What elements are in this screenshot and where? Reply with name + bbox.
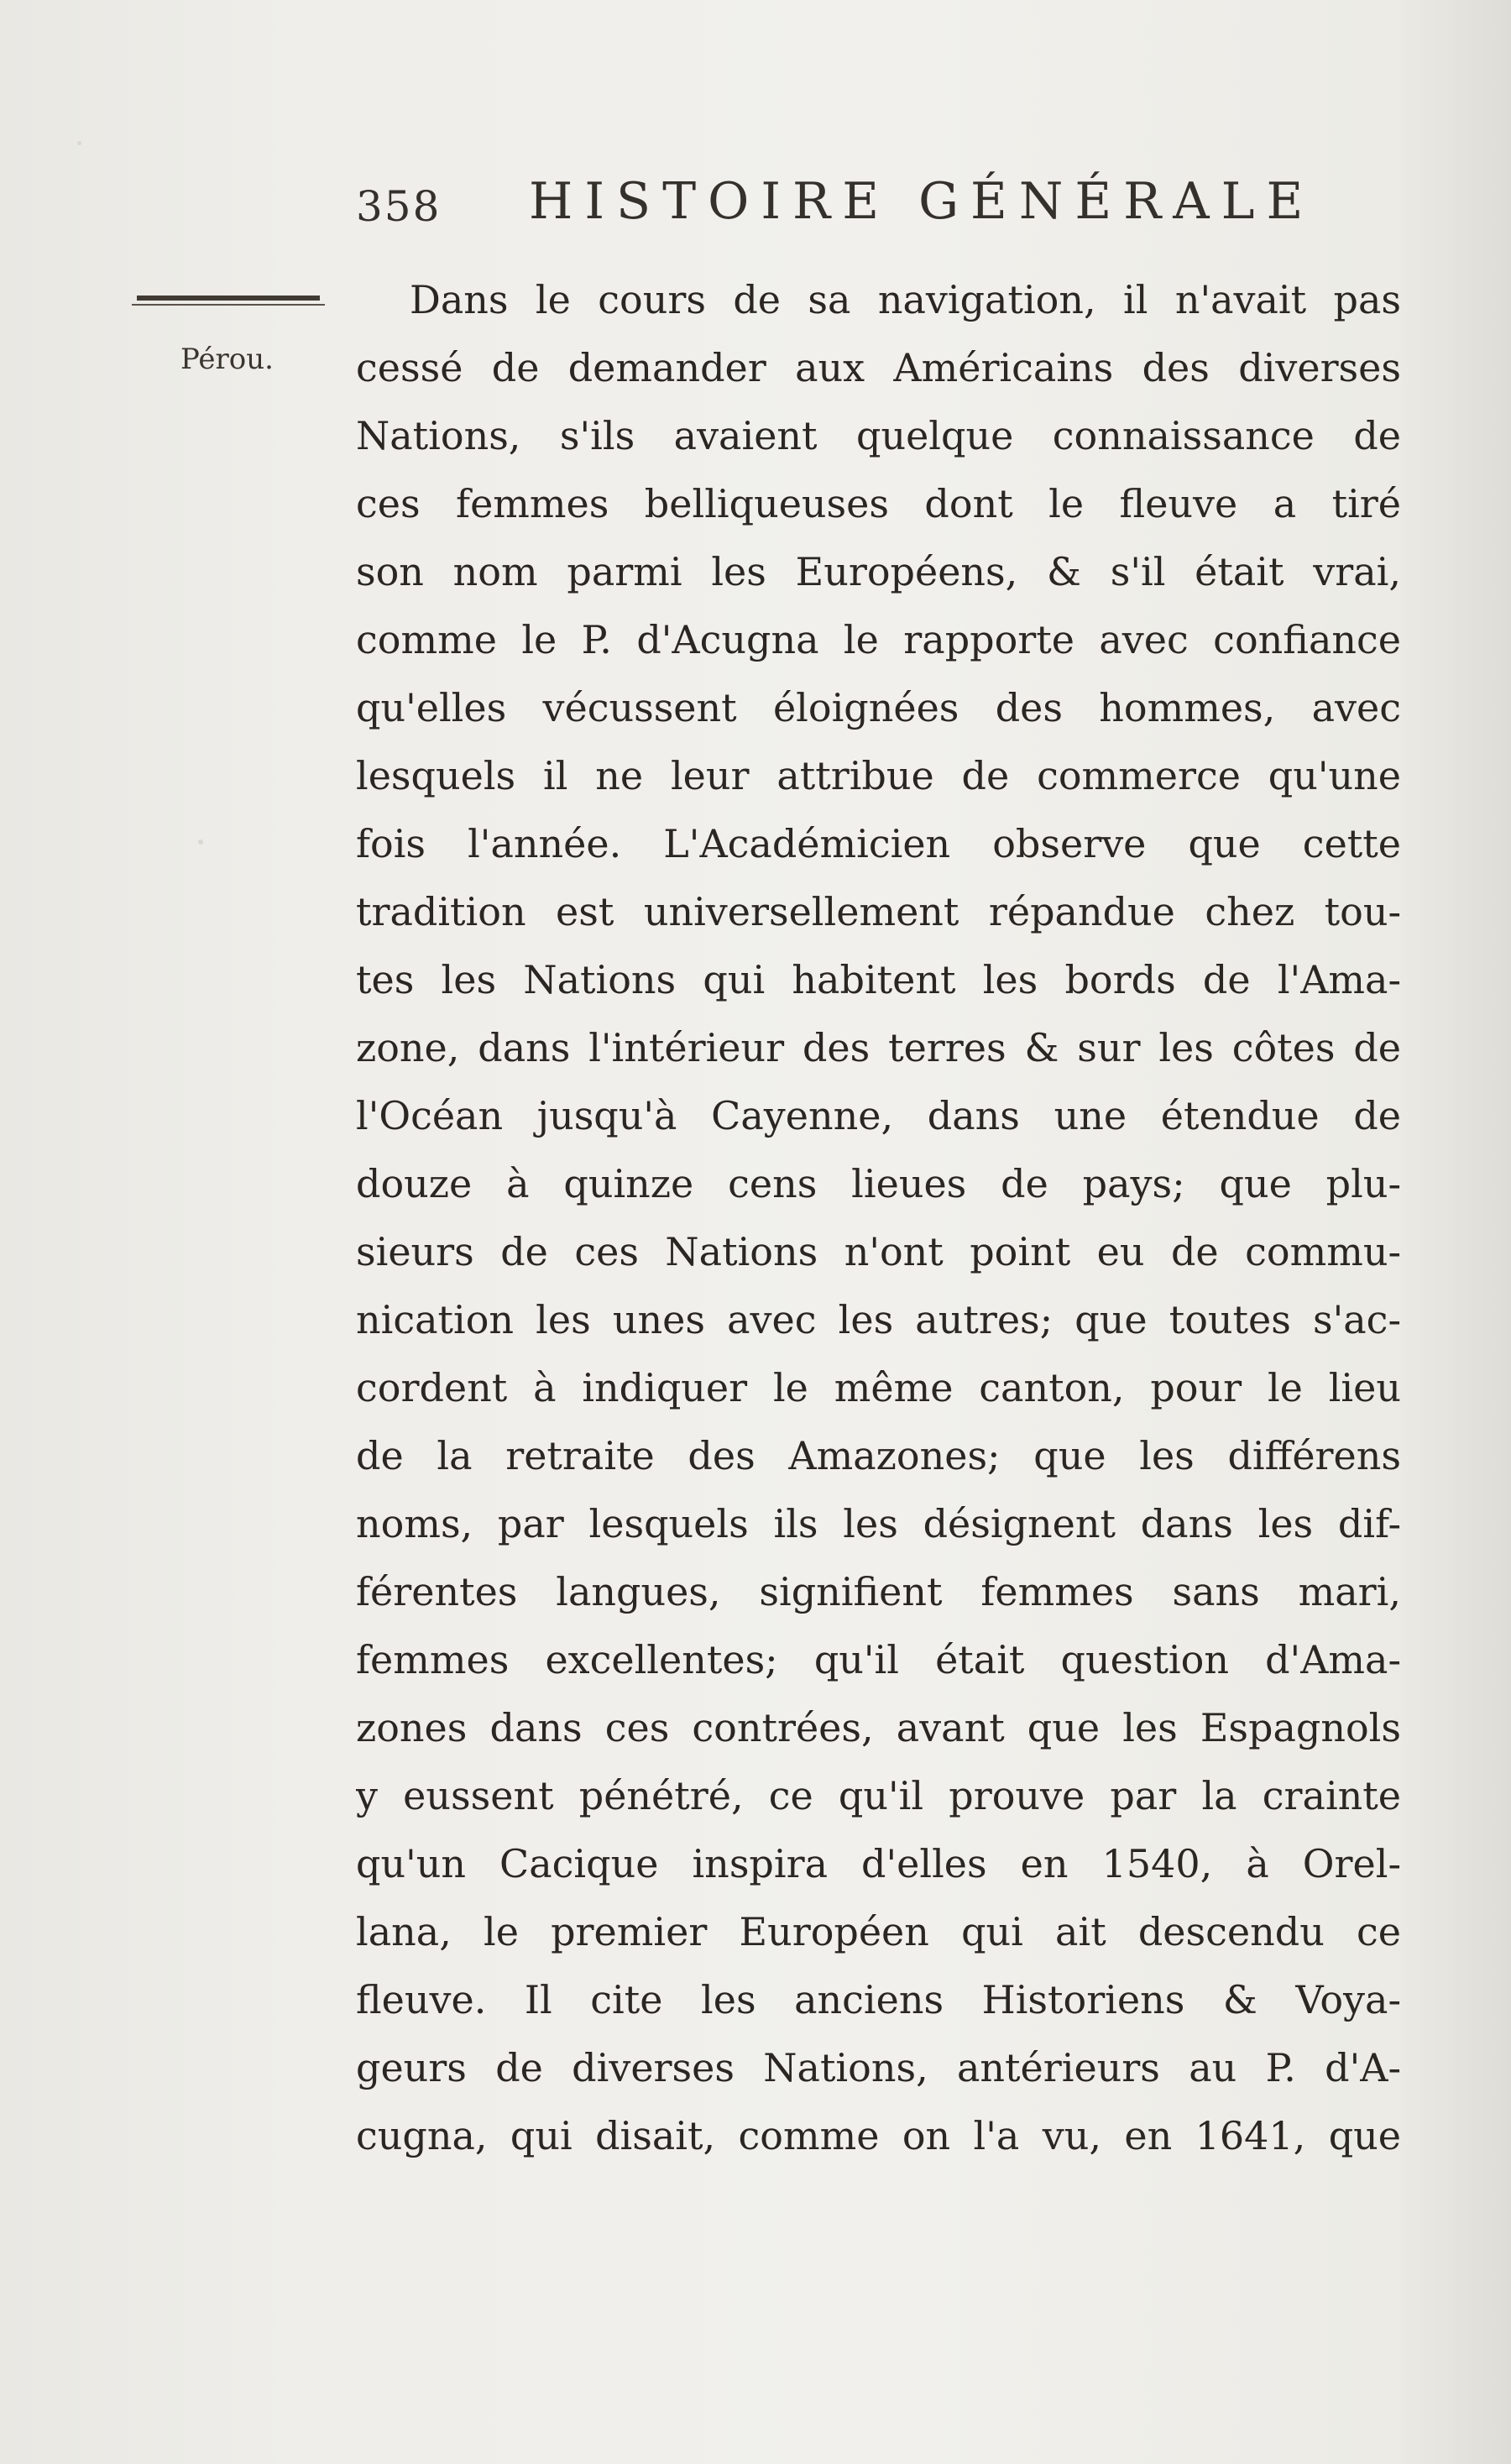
text-line: son nom parmi les Européens, & s'il était vrai, [356, 549, 1401, 594]
text-line: zones dans ces contrées, avant que les Espagnols [356, 1705, 1401, 1750]
margin-rule [132, 296, 325, 306]
text-line: lesquels il ne leur attribue de commerce qu'une [356, 753, 1401, 798]
text-line: qu'un Cacique inspira d'elles en 1540, à Orel- [356, 1841, 1401, 1886]
text-line: cessé de demander aux Américains des diverses [356, 345, 1401, 390]
margin-note: Pérou. [180, 343, 274, 376]
text-line: cordent à indiquer le même canton, pour le lieu [356, 1365, 1401, 1410]
text-line: tes les Nations qui habitent les bords de l'Ama- [356, 957, 1401, 1002]
text-line: férentes langues, signifient femmes sans mari, [356, 1569, 1401, 1614]
text-line: noms, par lesquels ils les désignent dans les dif- [356, 1501, 1401, 1546]
text-line: lana, le premier Européen qui ait descendu ce [356, 1909, 1401, 1954]
body-text [356, 266, 1401, 2170]
text-line: comme le P. d'Acugna le rapporte avec confiance [356, 617, 1401, 662]
text-line: l'Océan jusqu'à Cayenne, dans une étendue de [356, 1093, 1401, 1138]
running-title: HISTOIRE GÉNÉRALE [529, 172, 1315, 231]
page-number: 358 [356, 182, 442, 231]
text-line: geurs de diverses Nations, antérieurs au P. d'A- [356, 2045, 1401, 2090]
margin-rule-thick [137, 296, 320, 301]
text-line: de la retraite des Amazones; que les différens [356, 1433, 1401, 1478]
text-line: zone, dans l'intérieur des terres & sur les côtes de [356, 1025, 1401, 1070]
text-line: cugna, qui disait, comme on l'a vu, en 1641, que [356, 2113, 1401, 2158]
text-line: nication les unes avec les autres; que toutes s'ac- [356, 1297, 1401, 1342]
paper-spot [198, 840, 203, 845]
text-line: fleuve. Il cite les anciens Historiens & Voya- [356, 1977, 1401, 2022]
text-line: Dans le cours de sa navigation, il n'avait pas [410, 277, 1401, 322]
text-line: tradition est universellement répandue chez tou- [356, 889, 1401, 934]
text-line: ces femmes belliqueuses dont le fleuve a tiré [356, 481, 1401, 526]
text-line: y eussent pénétré, ce qu'il prouve par la crainte [356, 1773, 1401, 1818]
text-line: sieurs de ces Nations n'ont point eu de commu- [356, 1229, 1401, 1274]
text-line: douze à quinze cens lieues de pays; que plu- [356, 1161, 1401, 1206]
text-line: fois l'année. L'Académicien observe que cette [356, 821, 1401, 866]
text-line: Nations, s'ils avaient quelque connaissance de [356, 413, 1401, 458]
paper-spot [77, 141, 81, 145]
text-line: femmes excellentes; qu'il était question d'Ama- [356, 1637, 1401, 1682]
margin-rule-thin [132, 304, 325, 306]
page-header [356, 172, 1397, 239]
text-line: qu'elles vécussent éloignées des hommes, avec [356, 685, 1401, 730]
